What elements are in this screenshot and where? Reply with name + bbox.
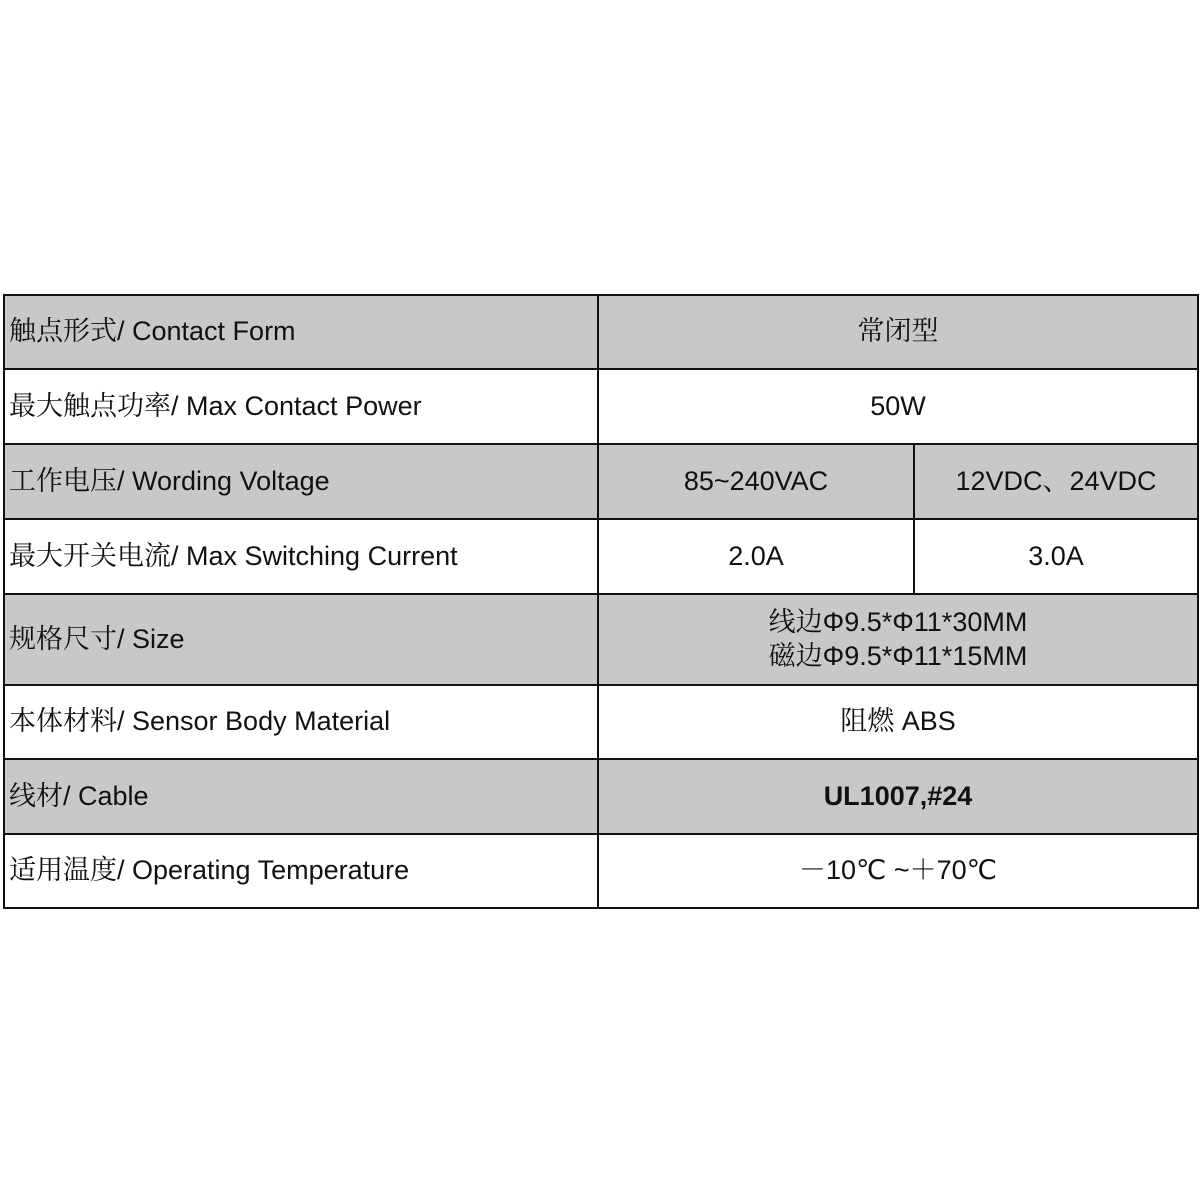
size-line-magnet-side: 磁边Φ9.5*Φ11*15MM — [768, 640, 1028, 671]
row-value: UL1007,#24 — [598, 759, 1198, 834]
row-value — [598, 594, 1198, 685]
row-contact-form — [4, 295, 1198, 369]
row-value: 常闭型 — [598, 295, 1198, 369]
row-label: 适用温度/ Operating Temperature — [4, 834, 598, 908]
spec-table — [3, 294, 1199, 909]
row-body-material — [4, 685, 1198, 759]
row-value: －10℃ ~＋70℃ — [598, 834, 1198, 908]
row-max-switching-current — [4, 519, 1198, 594]
row-value-dc: 12VDC、24VDC — [914, 444, 1198, 519]
row-cable — [4, 759, 1198, 834]
row-value: 阻燃 ABS — [598, 685, 1198, 759]
row-operating-temperature — [4, 834, 1198, 908]
row-value: 50W — [598, 369, 1198, 444]
size-line-wire-side: 线边Φ9.5*Φ11*30MM — [768, 606, 1028, 637]
row-max-contact-power — [4, 369, 1198, 444]
row-label: 触点形式/ Contact Form — [4, 295, 598, 369]
row-label: 规格尺寸/ Size — [4, 594, 598, 685]
row-label: 最大开关电流/ Max Switching Current — [4, 519, 598, 594]
row-label: 本体材料/ Sensor Body Material — [4, 685, 598, 759]
row-size — [4, 594, 1198, 685]
row-value-ac: 2.0A — [598, 519, 914, 594]
row-label: 工作电压/ Wording Voltage — [4, 444, 598, 519]
row-label: 线材/ Cable — [4, 759, 598, 834]
row-value-dc: 3.0A — [914, 519, 1198, 594]
row-label: 最大触点功率/ Max Contact Power — [4, 369, 598, 444]
row-working-voltage — [4, 444, 1198, 519]
row-value-ac: 85~240VAC — [598, 444, 914, 519]
